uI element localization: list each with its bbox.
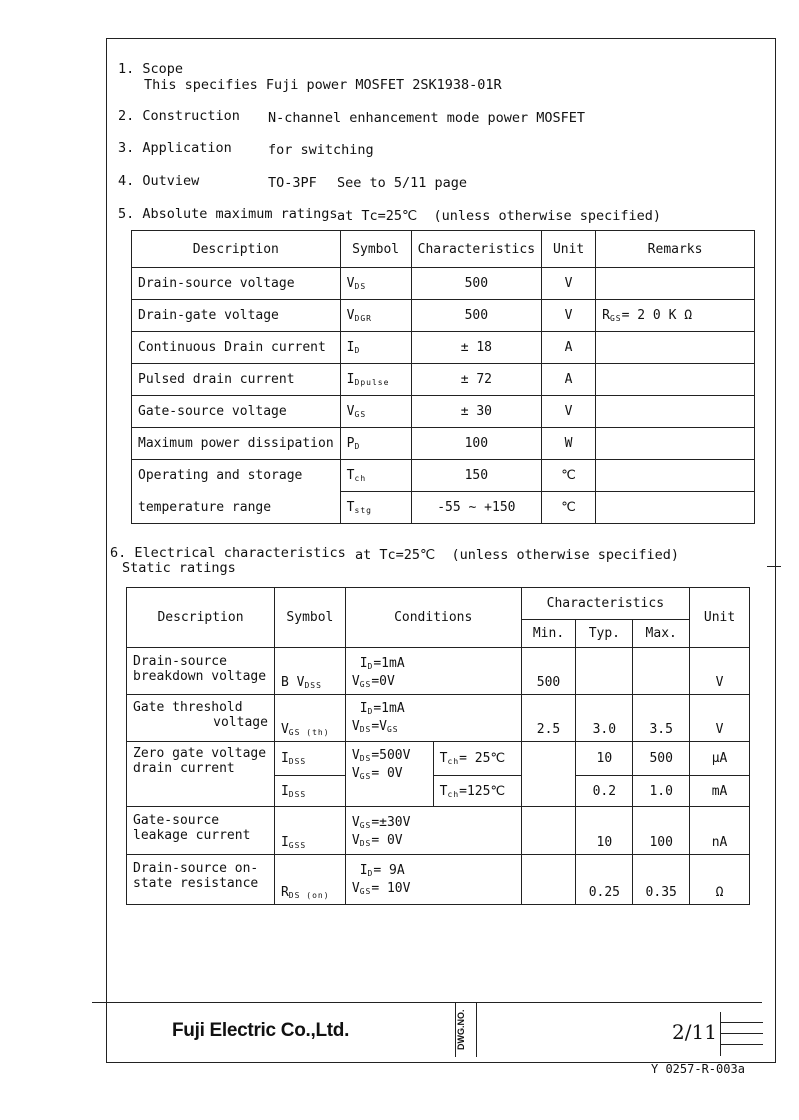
elec-header-min: Min. — [521, 620, 576, 648]
outview-heading: 4. Outview — [118, 173, 200, 189]
table-row: temperature range $T_{stg}$ -55 ∼ +150 ℃ — [132, 492, 755, 524]
elec-heading: 6. Electrical characteristics — [110, 545, 346, 561]
page-number: 2/11 — [672, 1020, 717, 1044]
elec-header-max: Max. — [633, 620, 690, 648]
table-row: $I_{DSS}$ $T_{ch}=125℃$ 0.2 1.0 mA — [127, 776, 750, 807]
table-row: Pulsed drain current $I_{Dpulse}$ ± 72 A — [132, 364, 755, 396]
table-row: Drain-gate voltage $V_{DGR}$ 500 V $R_{GS}= 2$ 0 K Ω — [132, 300, 755, 332]
scope-text: This specifies Fuji power MOSFET 2SK1938-01R — [144, 77, 502, 93]
elec-header-symbol: Symbol — [274, 588, 345, 648]
table-row: Drain-source voltage $V_{DS}$ 500 V — [132, 268, 755, 300]
elec-header-unit: Unit — [690, 588, 750, 648]
abs-max-heading: 5. Absolute maximum ratings — [118, 206, 338, 222]
margin-mark — [767, 566, 781, 567]
company-name: Fuji Electric Co.,Ltd. — [172, 1020, 350, 1041]
construction-heading: 2. Construction — [118, 108, 240, 124]
abs-max-table — [131, 230, 755, 524]
abs-header-desc: Description — [132, 231, 341, 268]
elec-header-desc: Description — [127, 588, 275, 648]
table-row: Gate threshold voltage $V_{GS (th)}$ $I_D=1mA$ $V_{DS}=V_{GS}$ 2.5 3.0 3.5 V — [127, 695, 750, 742]
application-value: for switching — [268, 142, 374, 158]
table-row: Maximum power dissipation $P_D$ 100 W — [132, 428, 755, 460]
table-row: Gate-source leakage current $I_{GSS}$ $V_{GS}=\pm 30V$ $V_{DS}= 0V$ 10 100 nA — [127, 807, 750, 855]
elec-header-char: Characteristics — [521, 588, 690, 620]
application-heading: 3. Application — [118, 140, 232, 156]
abs-header-remarks: Remarks — [596, 231, 755, 268]
table-row: Zero gate voltage drain current $I_{DSS}$ $V_{DS}=500V$ $V_{GS}= 0V$ $T_{ch}=$ 25℃ 10 500 μA — [127, 742, 750, 776]
elec-header-typ: Typ. — [576, 620, 633, 648]
outview-package: TO-3PF — [268, 175, 317, 191]
outview-note: See to 5/11 page — [337, 175, 468, 191]
form-reference: Y 0257-R-003a — [651, 1062, 745, 1076]
scope-heading: 1. Scope — [118, 61, 184, 77]
abs-header-unit: Unit — [542, 231, 596, 268]
table-row: Drain-source on- state resistance $R_{DS (on)}$ $I_D= 9A$ $V_{GS}= 10V$ 0.25 0.35 Ω — [127, 855, 750, 905]
table-row: Continuous Drain current $I_D$ ± 18 A — [132, 332, 755, 364]
elec-condition: at Tc=25℃ (unless otherwise specified) — [355, 547, 680, 563]
table-row: Operating and storage $T_{ch}$ 150 ℃ — [132, 460, 755, 492]
abs-header-symbol: Symbol — [340, 231, 411, 268]
abs-header-char: Characteristics — [411, 231, 541, 268]
table-row: Gate-source voltage $V_{GS}$ ± 30 V — [132, 396, 755, 428]
elec-header-conditions: Conditions — [345, 588, 521, 648]
revision-grid — [720, 1012, 763, 1056]
abs-max-condition: at Tc=25℃ (unless otherwise specified) — [337, 208, 662, 224]
drawing-number-label: DWG.NO. — [456, 1009, 466, 1050]
construction-value: N-channel enhancement mode power MOSFET — [268, 110, 585, 126]
table-row: Drain-source breakdown voltage B $V_{DSS}$ $I_D=1mA$ $V_{GS}=0V$ 500 V — [127, 648, 750, 695]
elec-table — [126, 587, 750, 905]
elec-subtitle: Static ratings — [122, 560, 236, 576]
